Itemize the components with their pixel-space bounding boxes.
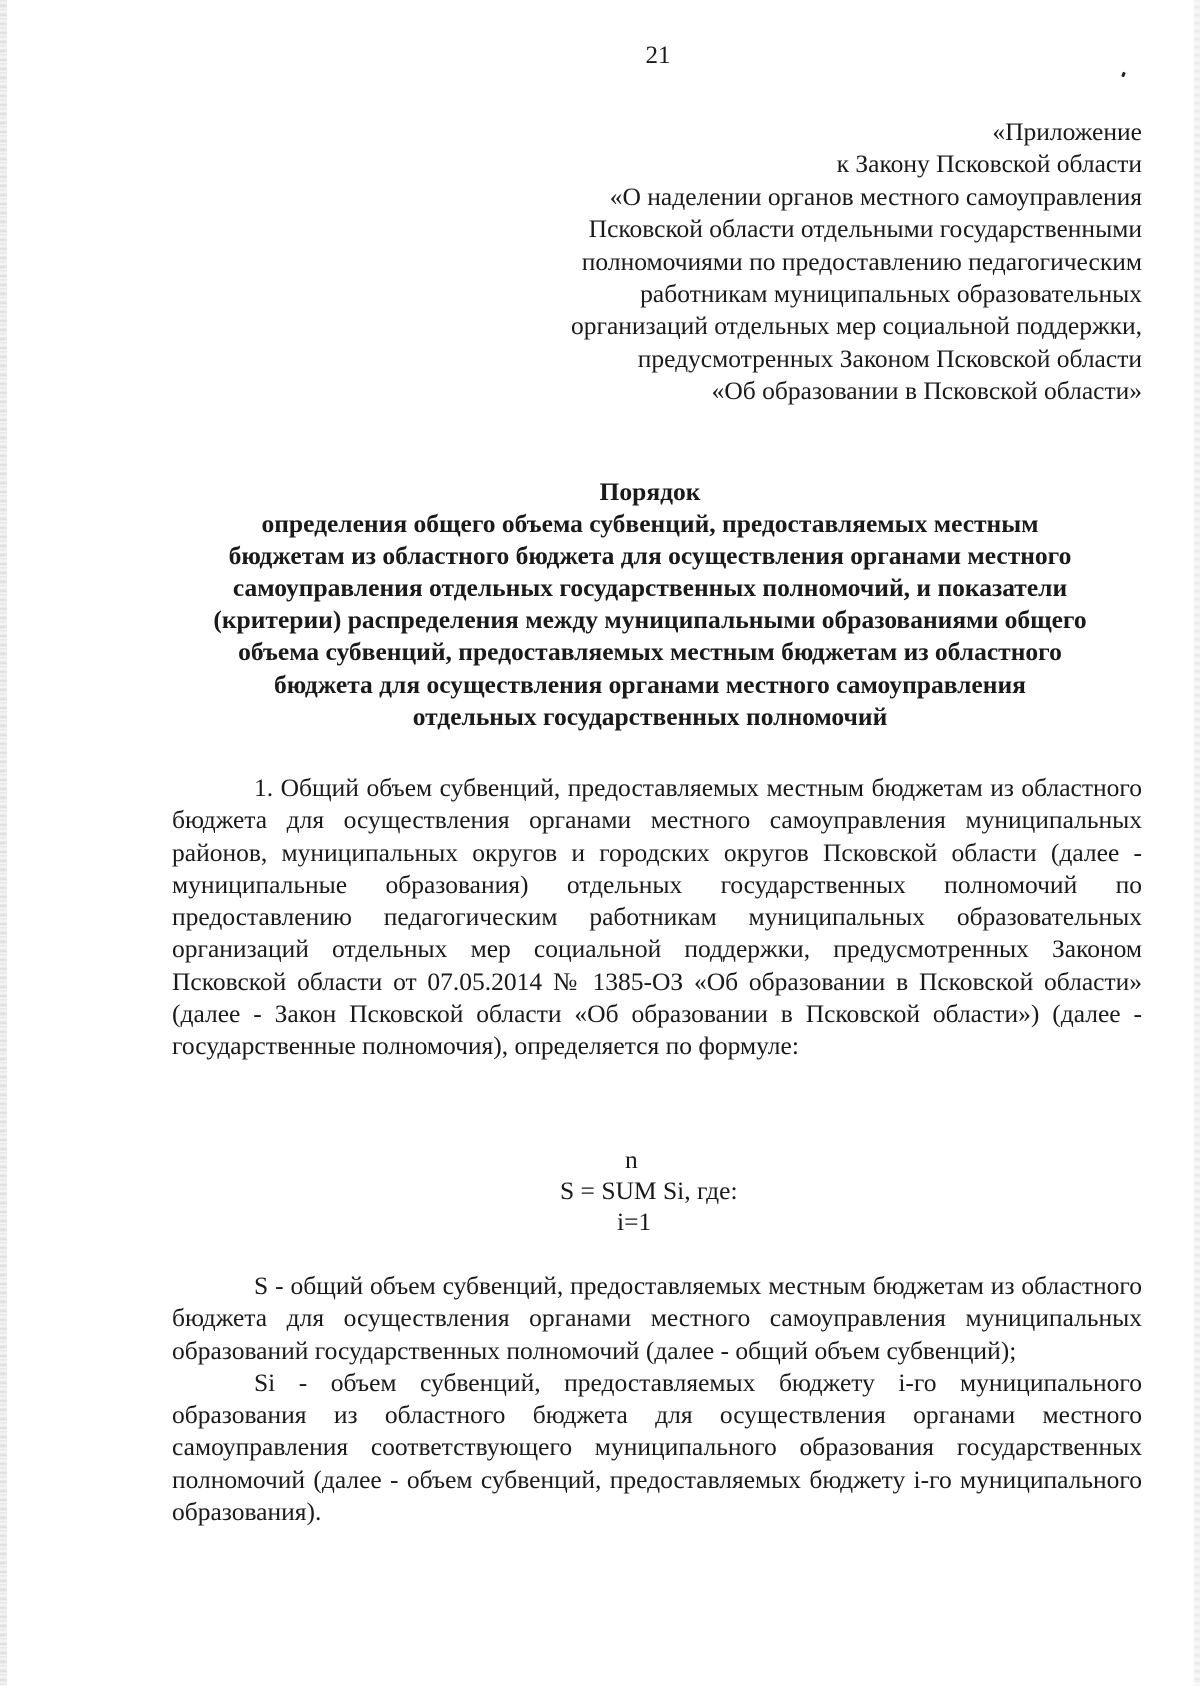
- definitions-block: [172, 1270, 1142, 1528]
- definition-si: Si - объем субвенций, предоставляемых бюджету i-го муниципального образования из областного бюджета для осуществления органами местного самоуправления соответствующего муниципального образования государственных полномочий (далее - объем субвенций, предоставляемых бюджету i-го муниципального образования).: [172, 1367, 1142, 1527]
- title-line: бюджетам из областного бюджета для осуществления органами местного: [228, 541, 1072, 571]
- appendix-header: [442, 116, 1142, 408]
- title-heading: Порядок: [599, 477, 701, 506]
- appendix-line: организаций отдельных мер социальной поддержки,: [570, 311, 1142, 341]
- formula-lower-limit: i=1: [617, 1207, 652, 1236]
- title-line: самоуправления отдельных государственных полномочий, и показатели: [232, 573, 1068, 603]
- title-line: (критерии) распределения между муниципальными образованиями общего: [213, 605, 1087, 635]
- appendix-line: полномочиями по предоставлению педагогическим: [581, 246, 1142, 276]
- appendix-line: «Об образовании в Псковской области»: [711, 376, 1142, 406]
- appendix-line: к Закону Псковской области: [836, 149, 1142, 179]
- definition-s: S - общий объем субвенций, предоставляемых местным бюджетам из областного бюджета для осуществления органами местного самоуправления муниципальных образований государственных полномочий (далее - общий объем субвенций);: [172, 1271, 1142, 1365]
- title-line: бюджета для осуществления органами местного самоуправления: [274, 669, 1026, 699]
- appendix-line: предусмотренных Законом Псковской области: [637, 343, 1142, 373]
- formula-main: S = SUM Si, где:: [560, 1176, 738, 1205]
- appendix-line: работникам муниципальных образовательных: [640, 279, 1142, 309]
- title-line: отдельных государственных полномочий: [412, 701, 888, 731]
- page-number: 21: [645, 42, 671, 69]
- scan-edge-left: [0, 0, 7, 1686]
- title-line: объема субвенций, предоставляемых местным бюджетам из областного: [238, 637, 1062, 667]
- appendix-line: «О наделении органов местного самоуправления: [609, 181, 1142, 211]
- paragraph-1-block: [172, 772, 1142, 1063]
- scan-speck: [1121, 72, 1126, 78]
- scan-edge-right: [1194, 0, 1200, 1686]
- document-title: [150, 476, 1150, 733]
- paragraph-1: 1. Общий объем субвенций, предоставляемых местным бюджетам из областного бюджета для осуществления органами местного самоуправления муниципальных районов, муниципальных округов и городских округов Псковской области (далее - муниципальные образования) отдельных государственных полномочий по предоставлению педагогическим работникам муниципальных образовательных организаций отдельных мер социальной поддержки, предусмотренных Законом Псковской области от 07.05.2014 № 1385-ОЗ «Об образовании в Псковской области» (далее - Закон Псковской области «Об образовании в Псковской области») (далее - государственные полномочия), определяется по формуле:: [172, 773, 1142, 1061]
- sum-formula: [560, 1144, 760, 1237]
- appendix-line: Псковской области отдельными государственными: [588, 214, 1142, 244]
- title-line: определения общего объема субвенций, предоставляемых местным: [261, 509, 1039, 539]
- formula-upper-limit: n: [625, 1145, 638, 1174]
- appendix-line: «Приложение: [992, 117, 1142, 146]
